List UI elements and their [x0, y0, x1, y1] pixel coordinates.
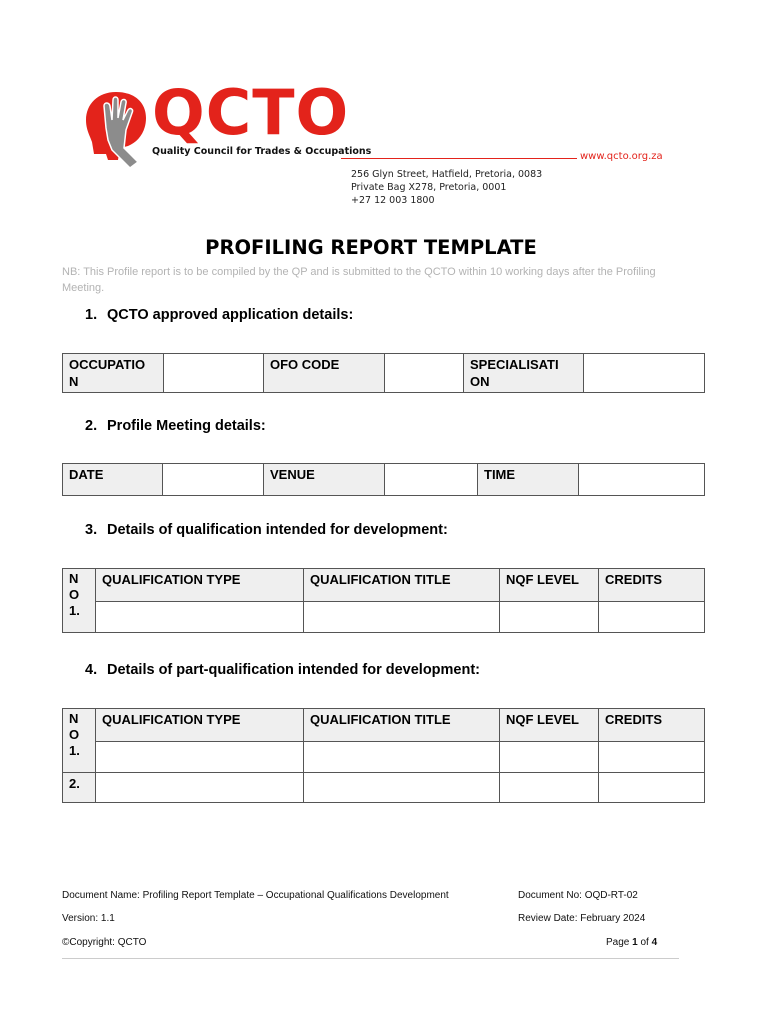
credits-field[interactable] [599, 742, 705, 773]
nqf-level-field[interactable] [500, 773, 599, 803]
footer-page-number [606, 937, 657, 948]
logo-wordmark: QCTO [152, 76, 350, 149]
section-heading-1 [85, 307, 353, 323]
section-heading-3 [85, 522, 448, 538]
logo-subtitle: Quality Council for Trades & Occupations [152, 146, 372, 157]
date-label: DATE [63, 464, 163, 496]
section-title: Profile Meeting details: [107, 418, 266, 434]
section-number: 3. [85, 522, 98, 538]
footer-review-date: Review Date: February 2024 [518, 913, 646, 924]
address-line: Private Bag X278, Pretoria, 0001 [351, 182, 507, 193]
table-row [63, 742, 705, 773]
footer-copyright: ©Copyright: QCTO [62, 937, 147, 948]
row-number: 1. [69, 603, 80, 618]
qualification-type-field[interactable] [96, 742, 304, 773]
occupation-field[interactable] [164, 354, 264, 393]
qualification-title-field[interactable] [304, 773, 500, 803]
time-label: TIME [478, 464, 579, 496]
col-header-nqf-level: NQF LEVEL [500, 569, 599, 602]
row-number: 1. [69, 743, 80, 758]
occupation-label: OCCUPATIO N [63, 354, 164, 393]
credits-field[interactable] [599, 773, 705, 803]
no-header-text: N O [69, 571, 80, 602]
ofo-code-label: OFO CODE [264, 354, 385, 393]
nqf-level-field[interactable] [500, 742, 599, 773]
specialisation-field[interactable] [584, 354, 705, 393]
time-field[interactable] [579, 464, 705, 496]
col-header-qualification-type: QUALIFICATION TYPE [96, 569, 304, 602]
nqf-level-field[interactable] [500, 602, 599, 633]
qualification-type-field[interactable] [96, 602, 304, 633]
col-header-no [63, 569, 96, 633]
table-row [63, 773, 705, 803]
credits-field[interactable] [599, 602, 705, 633]
meeting-details-table [62, 463, 705, 496]
venue-field[interactable] [385, 464, 478, 496]
col-header-nqf-level: NQF LEVEL [500, 709, 599, 742]
row-number: 2. [63, 773, 96, 803]
ofo-code-field[interactable] [385, 354, 464, 393]
qualification-title-field[interactable] [304, 742, 500, 773]
section-title: Details of qualification intended for development: [107, 522, 448, 538]
col-header-credits: CREDITS [599, 709, 705, 742]
section-number: 2. [85, 418, 98, 434]
section-number: 4. [85, 662, 98, 678]
col-header-qualification-title: QUALIFICATION TITLE [304, 709, 500, 742]
qcto-head-glove-icon [84, 88, 154, 168]
address-line: +27 12 003 1800 [351, 195, 435, 206]
col-header-credits: CREDITS [599, 569, 705, 602]
qualification-title-field[interactable] [304, 602, 500, 633]
col-header-no [63, 709, 96, 773]
website-link[interactable]: www.qcto.org.za [580, 151, 663, 162]
page-total: 4 [651, 937, 658, 948]
date-field[interactable] [163, 464, 264, 496]
specialisation-label: SPECIALISATI ON [464, 354, 584, 393]
col-header-qualification-title: QUALIFICATION TITLE [304, 569, 500, 602]
document-title: PROFILING REPORT TEMPLATE [205, 236, 537, 259]
qualification-table [62, 568, 705, 633]
header-rule [341, 158, 577, 159]
venue-label: VENUE [264, 464, 385, 496]
application-details-table [62, 353, 705, 393]
footer-divider [62, 958, 679, 959]
col-header-qualification-type: QUALIFICATION TYPE [96, 709, 304, 742]
footer-version: Version: 1.1 [62, 913, 115, 924]
address-block [351, 168, 542, 207]
qualification-type-field[interactable] [96, 773, 304, 803]
section-title: QCTO approved application details: [107, 307, 354, 323]
table-row [63, 602, 705, 633]
qcto-logo [84, 76, 372, 168]
page-current: 1 [632, 937, 638, 948]
footer-document-name: Document Name: Profiling Report Template – Occupational Qualifications Development [62, 890, 449, 901]
section-heading-4 [85, 662, 480, 678]
section-heading-2 [85, 418, 266, 434]
section-title: Details of part-qualification intended for development: [107, 662, 480, 678]
part-qualification-table [62, 708, 705, 803]
no-header-text: N O [69, 711, 80, 742]
footer-document-number: Document No: OQD-RT-02 [518, 890, 638, 901]
instruction-note: NB: This Profile report is to be compiled by the QP and is submitted to the QCTO within 10 working days after the Profiling Meeting. [62, 266, 656, 294]
address-line: 256 Glyn Street, Hatfield, Pretoria, 0083 [351, 169, 543, 180]
section-number: 1. [85, 307, 98, 323]
page-of: of [637, 937, 652, 948]
page-prefix: Page [606, 937, 633, 948]
